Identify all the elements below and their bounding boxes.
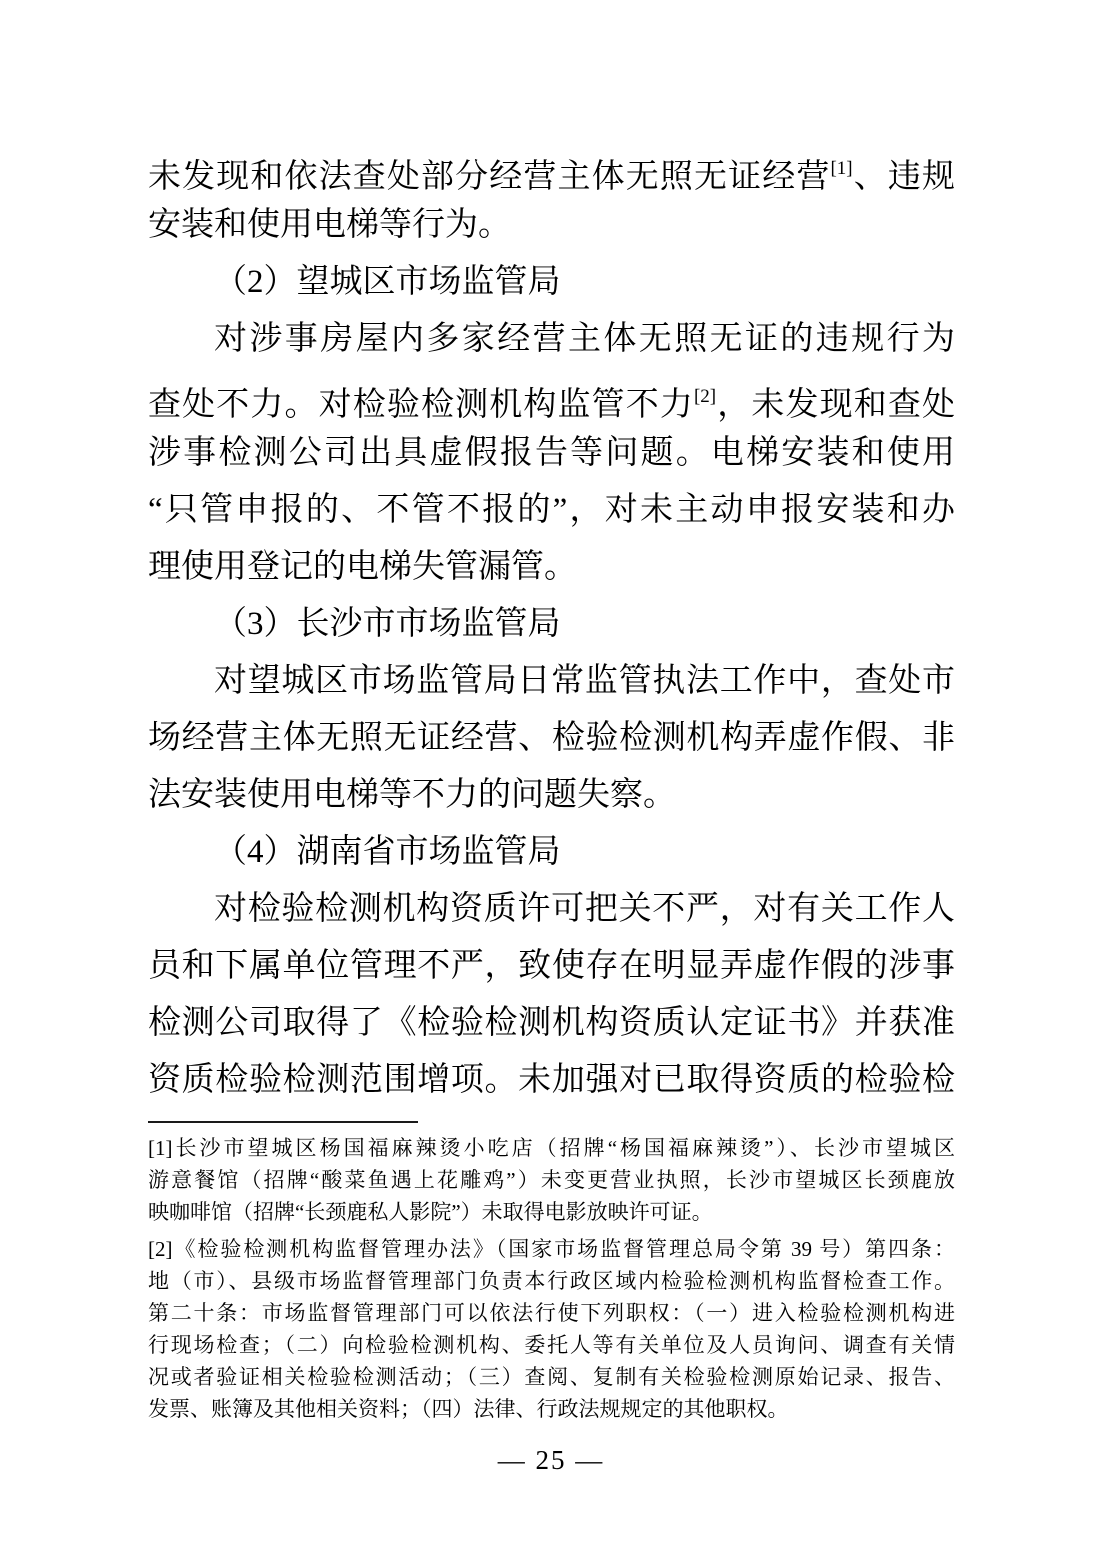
text-line: 对涉事房屋内多家经营主体无照无证的违规行为 <box>214 321 955 357</box>
text-line: 安装和使用电梯等行为。 <box>148 207 511 243</box>
text-line: 资质检验检测范围增项。未加强对已取得资质的检验检 <box>148 1062 955 1098</box>
text-line: 第二十条：市场监督管理部门可以依法行使下列职权：（一）进入检验检测机构进 <box>148 1301 955 1325</box>
section-heading <box>148 596 955 653</box>
paragraph <box>148 311 955 596</box>
text-line: 场经营主体无照无证经营、检验检测机构弄虚作假、非 <box>148 720 955 756</box>
paragraph <box>148 653 955 824</box>
text-line: （3）长沙市市场监管局 <box>214 606 561 642</box>
text-line: 理使用登记的电梯失管漏管。 <box>148 549 577 585</box>
text-line: 行现场检查；（二）向检验检测机构、委托人等有关单位及人员询问、调查有关情 <box>148 1333 955 1357</box>
text-line: 况或者验证相关检验检测活动；（三）查阅、复制有关检验检测原始记录、报告、 <box>148 1365 955 1389</box>
text-line: 对望城区市场监管局日常监管执法工作中，查处市 <box>214 663 955 699</box>
page-number: — 25 — <box>497 1445 605 1475</box>
page-content <box>148 140 955 1425</box>
section-heading <box>148 254 955 311</box>
body-text <box>148 140 955 1109</box>
text-line: 检测公司取得了《检验检测机构资质认定证书》并获准 <box>148 1005 955 1041</box>
text-line: 法安装使用电梯等不力的问题失察。 <box>148 777 676 813</box>
text-line: [1]长沙市望城区杨国福麻辣烫小吃店（招牌“杨国福麻辣烫”）、长沙市望城区 <box>148 1136 955 1160</box>
text-line: 涉事检测公司出具虚假报告等问题。电梯安装和使用 <box>148 435 955 471</box>
text-line: 游意餐馆（招牌“酸菜鱼遇上花雕鸡”）未变更营业执照，长沙市望城区长颈鹿放 <box>148 1168 955 1192</box>
footnote <box>148 1132 955 1228</box>
footnotes-section <box>148 1132 955 1425</box>
text-line: 查处不力。对检验检测机构监管不力[2]，未发现和查处 <box>148 386 956 423</box>
paragraph <box>148 140 955 254</box>
text-line: 员和下属单位管理不严，致使存在明显弄虚作假的涉事 <box>148 948 955 984</box>
footnote-ref: [1] <box>830 158 853 179</box>
text-line: 地（市）、县级市场监督管理部门负责本行政区域内检验检测机构监督检查工作。 <box>148 1269 955 1293</box>
text-line: （2）望城区市场监管局 <box>214 264 561 300</box>
section-heading <box>148 824 955 881</box>
text-line: [2]《检验检测机构监督管理办法》（国家市场监督管理总局令第 39 号）第四条： <box>148 1237 955 1261</box>
text-line: 未发现和依法查处部分经营主体无照无证经营[1]、违规 <box>148 158 956 195</box>
text-line: （4）湖南省市场监管局 <box>214 834 561 870</box>
text-line: 发票、账簿及其他相关资料；（四）法律、行政法规规定的其他职权。 <box>148 1397 789 1421</box>
text-line: 对检验检测机构资质许可把关不严，对有关工作人 <box>214 891 955 927</box>
paragraph <box>148 881 955 1109</box>
footnote <box>148 1233 955 1425</box>
text-line: 映咖啡馆（招牌“长颈鹿私人影院”）未取得电影放映许可证。 <box>148 1200 713 1224</box>
footnote-ref: [2] <box>693 386 717 407</box>
footnote-separator <box>148 1121 418 1123</box>
text-line: “只管申报的、不管不报的”，对未主动申报安装和办 <box>148 492 955 528</box>
